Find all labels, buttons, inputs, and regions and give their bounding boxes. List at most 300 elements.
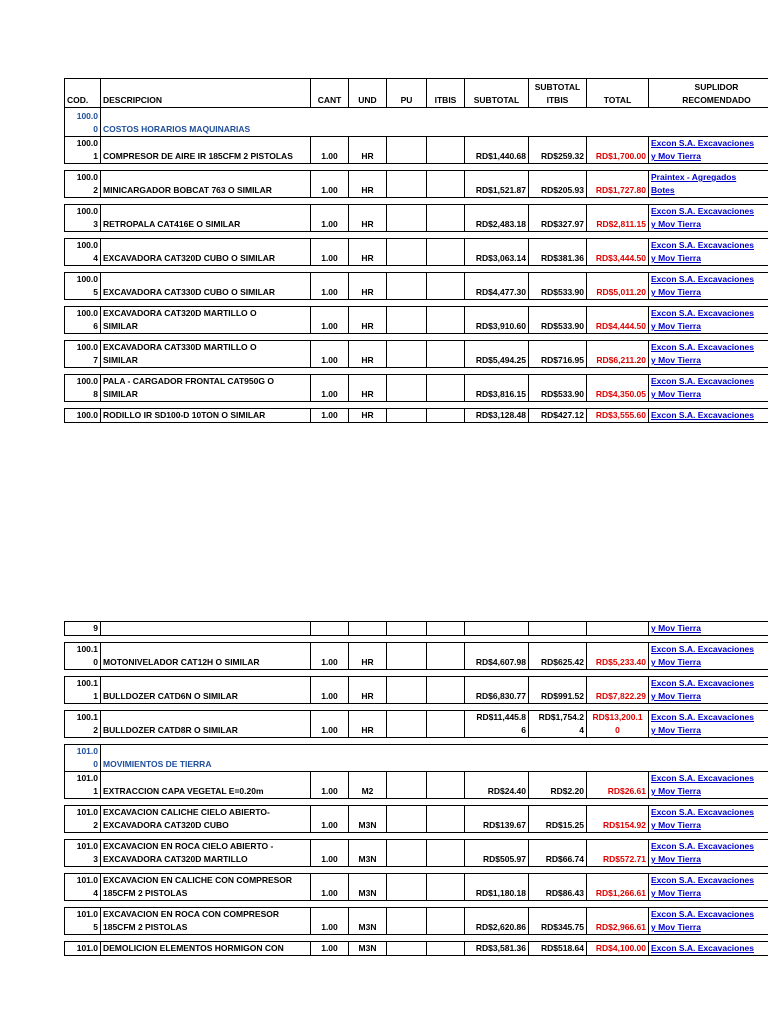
item-pu [387,711,427,738]
spacer-cell [65,833,768,840]
supplier-link[interactable] [649,711,768,738]
item-code-line1: 100.0 [76,240,98,250]
item-description-line2: BULLDOZER CATD8R O SIMILAR [103,725,238,735]
cell [465,622,529,636]
table-row [65,711,768,738]
item-description-line1: EXCAVACION EN ROCA CIELO ABIERTO - [103,841,274,851]
item-code-line1: 100.0 [76,206,98,216]
item-code-line1: 100.1 [76,644,98,654]
item-pu [387,171,427,198]
item-cant: 1.00 [311,239,349,266]
item-code-line1: 100.1 [76,712,98,722]
supplier-link[interactable] [649,874,768,901]
spacer-cell [65,670,768,677]
table-row [65,942,768,956]
supplier-link-line1[interactable]: Praintex - Agregados [651,172,737,182]
item-code-line2: 1 [93,691,98,701]
item-description [101,239,311,266]
item-und: HR [349,341,387,368]
spacer-cell [65,334,768,341]
item-code-line2: 4 [93,253,98,263]
spacer-cell [65,867,768,874]
item-subtotal: RD$3,816.15 [465,375,529,402]
spacer-row [65,867,768,874]
item-code-line1: 101.0 [76,909,98,919]
item-subtotal-itbis: RD$327.97 [529,205,587,232]
section-cod-line1: 101.0 [76,746,98,756]
item-code [65,643,101,670]
item-itbis [427,942,465,956]
item-code [65,239,101,266]
supplier-link-line1[interactable]: Excon S.A. Excavaciones [651,376,754,386]
header-itbis: ITBIS [427,79,465,108]
section-title: MOVIMIENTOS DE TIERRA [101,745,768,772]
item-code-line2: 3 [93,219,98,229]
item-description-line1: EXCAVACION EN CALICHE CON COMPRESOR [103,875,293,885]
item-code [65,137,101,164]
supplier-link-line1[interactable]: Excon S.A. Excavaciones [651,712,754,722]
table-row [65,874,768,901]
supplier-link[interactable] [649,908,768,935]
item-subtotal: RD$6,830.77 [465,677,529,704]
item-total: RD$4,100.00 [587,942,649,956]
item-pu [387,643,427,670]
item-total-line2: 0 [615,725,620,735]
supplier-link-line1[interactable]: Excon S.A. Excavaciones [651,342,754,352]
supplier-link-line2[interactable]: y Mov Tierra [651,287,701,297]
supplier-link[interactable] [649,137,768,164]
item-code-line1: 100.0 [76,274,98,284]
item-code-line2: 6 [93,321,98,331]
spacer-cell [65,368,768,375]
item-itbis [427,273,465,300]
supplier-link-line2[interactable]: y Mov Tierra [651,922,701,932]
item-description-line2: MINICARGADOR BOBCAT 763 O SIMILAR [103,185,272,195]
supplier-link[interactable]: y Mov Tierra [649,622,768,636]
header-cod: COD. [65,79,101,108]
item-subtotal: RD$1,521.87 [465,171,529,198]
item-cant: 1.00 [311,643,349,670]
spacer-row [65,901,768,908]
item-code [65,840,101,867]
item-itbis [427,375,465,402]
item-subtotal-itbis: RD$716.95 [529,341,587,368]
item-pu [387,874,427,901]
item-pu [387,205,427,232]
supplier-link[interactable] [649,341,768,368]
item-code-line2: 4 [93,888,98,898]
supplier-link-line2[interactable]: y Mov Tierra [651,691,701,701]
item-description-line2: 185CFM 2 PISTOLAS [103,922,188,932]
cell [101,622,311,636]
spacer-cell [65,636,768,643]
spacer-row [65,636,768,643]
item-subtotal: RD$3,063.14 [465,239,529,266]
item-subtotal-itbis: RD$533.90 [529,273,587,300]
item-subtotal-itbis: RD$427.12 [529,409,587,423]
section-cod-bot: 0 [93,124,98,134]
item-total: RD$1,266.61 [587,874,649,901]
supplier-link-line1[interactable]: Excon S.A. Excavaciones [651,909,754,919]
item-code-line1: 100.0 [76,308,98,318]
continuation-cod: 9 [65,622,101,636]
supplier-link-line2[interactable]: y Mov Tierra [651,321,701,331]
supplier-link-line2[interactable]: Botes [651,185,675,195]
spacer-cell [65,232,768,239]
spacer-cell [65,704,768,711]
item-subtotal: RD$505.97 [465,840,529,867]
table-row [65,375,768,402]
item-code-line2: 5 [93,922,98,932]
supplier-link-line2[interactable]: y Mov Tierra [651,725,701,735]
header-suplidor-line1: SUPLIDOR [694,82,739,92]
item-code-line1: 101.0 [76,841,98,851]
supplier-link[interactable] [649,840,768,867]
table-row [65,307,768,334]
supplier-link-line1[interactable]: Excon S.A. Excavaciones [651,206,754,216]
item-und: HR [349,137,387,164]
table-row [65,840,768,867]
item-pu [387,908,427,935]
item-pu [387,307,427,334]
supplier-link-line1[interactable]: Excon S.A. Excavaciones [651,841,754,851]
section-row [65,745,768,772]
supplier-link-line1[interactable]: Excon S.A. Excavaciones [651,240,754,250]
header-suplidor-line2: RECOMENDADO [682,95,751,105]
item-itbis [427,205,465,232]
header-subtotal-itbis-line2: ITBIS [546,95,569,105]
supplier-link[interactable] [649,205,768,232]
table-row [65,772,768,799]
supplier-link-line1[interactable]: Excon S.A. Excavaciones [651,678,754,688]
header-cant: CANT [311,79,349,108]
supplier-link-line2[interactable]: y Mov Tierra [651,389,701,399]
supplier-link-line2[interactable]: y Mov Tierra [651,219,701,229]
item-und: HR [349,643,387,670]
header-row [65,79,768,108]
item-code-line2: 3 [93,854,98,864]
item-pu [387,341,427,368]
item-description-line2: SIMILAR [103,355,138,365]
item-code-line1: 101.0 [76,807,98,817]
item-description-line1: EXCAVADORA CAT320D MARTILLO O [103,308,257,318]
item-itbis [427,341,465,368]
spacer-cell [65,164,768,171]
item-description [101,772,311,799]
item-subtotal-itbis: RD$381.36 [529,239,587,266]
item-code [65,375,101,402]
item-cant: 1.00 [311,307,349,334]
item-pu [387,772,427,799]
table-row [65,239,768,266]
item-cant: 1.00 [311,205,349,232]
supplier-link[interactable] [649,239,768,266]
item-code-line2: 7 [93,355,98,365]
item-itbis [427,711,465,738]
item-description-line2: EXCAVADORA CAT320D CUBO [103,820,229,830]
supplier-link-line1[interactable]: Excon S.A. Excavaciones [651,773,754,783]
item-description [101,375,311,402]
item-subtotal: RD$4,607.98 [465,643,529,670]
item-code-line2: 2 [93,820,98,830]
item-description [101,273,311,300]
item-description [101,171,311,198]
item-code-line1: 101.0 [76,773,98,783]
item-und: HR [349,239,387,266]
item-code-line2: 2 [93,725,98,735]
spacer-row [65,198,768,205]
item-total: RD$2,966.61 [587,908,649,935]
spacer-row [65,704,768,711]
price-table-top [64,78,768,423]
cell [349,622,387,636]
item-subtotal: RD$139.67 [465,806,529,833]
item-code-line1: 100.0 [76,342,98,352]
spacer-cell [65,935,768,942]
item-itbis [427,908,465,935]
item-total: RD$5,233.40 [587,643,649,670]
header-total: TOTAL [587,79,649,108]
item-description-line1: EXCAVACION EN ROCA CON COMPRESOR [103,909,279,919]
item-cant: 1.00 [311,273,349,300]
supplier-link[interactable] [649,643,768,670]
item-subtotal: RD$5,494.25 [465,341,529,368]
supplier-link[interactable] [649,307,768,334]
item-code [65,341,101,368]
supplier-link[interactable] [649,677,768,704]
cell [427,622,465,636]
item-description [101,711,311,738]
item-subtotal-itbis: RD$66.74 [529,840,587,867]
item-total: RD$1,700.00 [587,137,649,164]
item-description-line2: EXCAVADORA CAT320D CUBO O SIMILAR [103,253,276,263]
item-description [101,137,311,164]
item-total: RD$7,822.29 [587,677,649,704]
item-und: M3N [349,874,387,901]
item-cant: 1.00 [311,171,349,198]
spacer-row [65,300,768,307]
supplier-link-line1[interactable]: Excon S.A. Excavaciones [651,644,754,654]
supplier-link[interactable] [649,171,768,198]
section-title: COSTOS HORARIOS MAQUINARIAS [101,108,768,137]
supplier-link-line2[interactable]: y Mov Tierra [651,786,701,796]
item-total-line1: RD$13,200.1 [592,712,643,722]
table-row [65,171,768,198]
item-subtotal: RD$1,440.68 [465,137,529,164]
spacer-row [65,799,768,806]
item-subtotal: RD$4,477.30 [465,273,529,300]
item-code-line2: 5 [93,287,98,297]
item-description [101,908,311,935]
supplier-link-line1[interactable]: Excon S.A. Excavaciones [651,308,754,318]
item-itbis [427,171,465,198]
item-subtotal: RD$3,910.60 [465,307,529,334]
item-code [65,806,101,833]
item-und: M3N [349,806,387,833]
item-pu [387,409,427,423]
item-code [65,711,101,738]
supplier-link-line2[interactable]: y Mov Tierra [651,355,701,365]
item-itbis [427,806,465,833]
supplier-link-line2[interactable]: y Mov Tierra [651,657,701,667]
price-table-bottom [64,621,768,956]
supplier-link[interactable] [649,772,768,799]
spacer-cell [65,402,768,409]
item-subtotal-itbis: RD$518.64 [529,942,587,956]
item-code: 100.0 [65,409,101,423]
item-code-line1: 100.1 [76,678,98,688]
supplier-link[interactable]: Excon S.A. Excavaciones [649,409,768,423]
item-description-line2: EXCAVADORA CAT320D MARTILLO [103,854,248,864]
item-und: M2 [349,772,387,799]
table-row [65,643,768,670]
item-cant: 1.00 [311,942,349,956]
item-code-line1: 100.0 [76,138,98,148]
item-subtotal-itbis-line2: 4 [579,725,584,735]
item-description-line2: RETROPALA CAT416E O SIMILAR [103,219,241,229]
item-description-line2: BULLDOZER CATD6N O SIMILAR [103,691,238,701]
item-description-line2: SIMILAR [103,389,138,399]
item-pu [387,942,427,956]
table-row [65,137,768,164]
section-cod-line2: 0 [93,759,98,769]
spacer-row [65,833,768,840]
item-subtotal-itbis: RD$205.93 [529,171,587,198]
item-subtotal: RD$24.40 [465,772,529,799]
supplier-link-line1[interactable]: Excon S.A. Excavaciones [651,807,754,817]
item-description [101,840,311,867]
spacer-row [65,738,768,745]
table-row [65,409,768,423]
item-description-line2: SIMILAR [103,321,138,331]
item-total: RD$2,811.15 [587,205,649,232]
cell [387,622,427,636]
supplier-link-line2[interactable]: y Mov Tierra [651,820,701,830]
item-subtotal: RD$1,180.18 [465,874,529,901]
item-itbis [427,874,465,901]
section-row [65,108,768,137]
item-itbis [427,239,465,266]
cell [587,622,649,636]
header-subtotal-itbis [529,79,587,108]
item-total: RD$3,555.60 [587,409,649,423]
item-subtotal [465,711,529,738]
item-itbis [427,307,465,334]
item-subtotal-itbis: RD$533.90 [529,307,587,334]
item-total: RD$5,011.20 [587,273,649,300]
item-cant: 1.00 [311,772,349,799]
item-code [65,205,101,232]
header-suplidor [649,79,768,108]
item-total: RD$3,444.50 [587,239,649,266]
supplier-link-line2[interactable]: y Mov Tierra [651,253,701,263]
item-cant: 1.00 [311,137,349,164]
item-code: 101.0 [65,942,101,956]
item-total: RD$154.92 [587,806,649,833]
cell [311,622,349,636]
supplier-link[interactable] [649,806,768,833]
table-row [65,205,768,232]
spacer-cell [65,198,768,205]
item-code [65,171,101,198]
spacer-row [65,266,768,273]
table-row [65,908,768,935]
item-code [65,874,101,901]
header-subtotal-itbis-line1: SUBTOTAL [534,82,581,92]
item-code-line1: 101.0 [76,875,98,885]
supplier-link-line1[interactable]: Excon S.A. Excavaciones [651,138,754,148]
item-subtotal-itbis-line1: RD$1,754.2 [538,712,584,722]
item-total: RD$26.61 [587,772,649,799]
item-subtotal: RD$2,620.86 [465,908,529,935]
item-subtotal-itbis: RD$86.43 [529,874,587,901]
table-row [65,677,768,704]
item-und: HR [349,273,387,300]
item-code [65,307,101,334]
item-und: HR [349,307,387,334]
item-subtotal: RD$2,483.18 [465,205,529,232]
section-cod [65,745,101,772]
supplier-link[interactable] [649,375,768,402]
supplier-link-line2[interactable]: y Mov Tierra [651,888,701,898]
item-itbis [427,772,465,799]
item-description-line2: EXCAVADORA CAT330D CUBO O SIMILAR [103,287,276,297]
item-pu [387,239,427,266]
item-code-line1: 100.0 [76,172,98,182]
spacer-row [65,402,768,409]
item-total: RD$572.71 [587,840,649,867]
item-itbis [427,840,465,867]
item-code-line1: 100.0 [76,376,98,386]
supplier-link-line2[interactable]: y Mov Tierra [651,854,701,864]
item-subtotal-line1: RD$11,445.8 [476,712,526,722]
header-pu: PU [387,79,427,108]
item-description [101,205,311,232]
item-und: M3N [349,942,387,956]
item-description [101,307,311,334]
item-subtotal-itbis: RD$15.25 [529,806,587,833]
item-subtotal-itbis [529,711,587,738]
item-cant: 1.00 [311,711,349,738]
header-und: UND [349,79,387,108]
section-cod [65,108,101,137]
spacer-row [65,334,768,341]
item-code-line2: 1 [93,151,98,161]
item-code-line2: 2 [93,185,98,195]
item-und: HR [349,171,387,198]
item-itbis [427,137,465,164]
supplier-link-line2[interactable]: y Mov Tierra [651,151,701,161]
item-total [587,711,649,738]
item-pu [387,375,427,402]
item-pu [387,137,427,164]
supplier-link[interactable]: Excon S.A. Excavaciones [649,942,768,956]
item-code [65,273,101,300]
supplier-link[interactable] [649,273,768,300]
item-description-line1: EXCAVADORA CAT330D MARTILLO O [103,342,257,352]
supplier-link-line1[interactable]: Excon S.A. Excavaciones [651,274,754,284]
item-description [101,643,311,670]
item-description [101,341,311,368]
item-total: RD$4,350.05 [587,375,649,402]
item-cant: 1.00 [311,806,349,833]
spacer-cell [65,266,768,273]
supplier-link-line1[interactable]: Excon S.A. Excavaciones [651,875,754,885]
table-row [65,806,768,833]
item-und: HR [349,677,387,704]
item-subtotal: RD$3,128.48 [465,409,529,423]
item-description: RODILLO IR SD100-D 10TON O SIMILAR [101,409,311,423]
